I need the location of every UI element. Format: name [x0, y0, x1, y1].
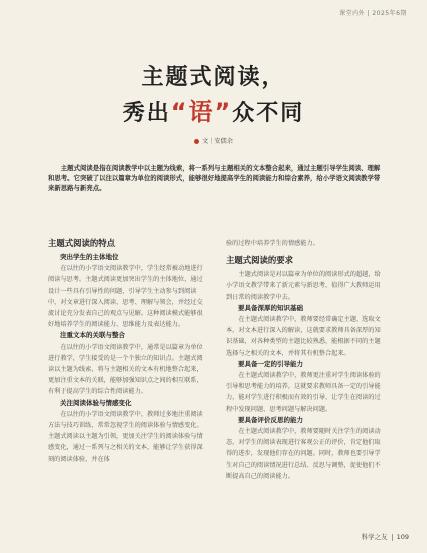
- section-heading: 主题式阅读的特点: [48, 238, 115, 248]
- paragraph: 在主题式阅读教学中，教师更注重对学生阅读体验的引导和思考能力的培养，这就要求教师具备一定的引导能力，能对学生进行积极而有效的引导，让学生在阅读的过程中发现问题、思考问题与解决问题。: [226, 372, 381, 413]
- paragraph: 在以往的小学语文阅读教学中，学生经常被动地进行阅读与思考。主题式阅读更加突出学生的主体地位，通过设计一些具有引导性的问题，引导学生主动参与到阅读中，对文章进行深入阅读、思考、理解与领会，并经过交流讨论充分发表自己的观点与见解。这种阅读模式能够很好地培养学生的阅读能力、思维能力及表达能力。: [48, 265, 203, 329]
- title-pre: 秀出: [122, 101, 171, 126]
- page-number: 109: [396, 533, 409, 541]
- paragraph: 验的过程中培养学生的情感能力。: [226, 240, 319, 247]
- title-quote-close: ”: [214, 98, 233, 126]
- abstract: 主题式阅读是指在阅读教学中以主题为线索，将一系列与主题相关的文本整合起来，通过主题引导学生阅读、理解和思考。它突破了以往以篇章为单位的阅读形式，能够很好地提高学生的阅读能力和综合素养，给小学语文阅读教学带来新思路与新亮点。: [48, 164, 381, 192]
- left-column: [48, 236, 208, 465]
- divider: [392, 534, 393, 541]
- subheading: 要具备一定的引导能力: [238, 359, 303, 368]
- paragraph: 在以往的小学语文阅读教学中，通常是以篇章为单位进行教学，学生接受的是一个个独立的知识点。主题式阅读以主题为线索，将与主题相关的文本有机地整合起来，更加注重文本的关联，能够加强知识点之间的相互联系，有利于提高学生的综合性阅读能力。: [48, 343, 203, 396]
- magazine-name: 科学之友: [361, 533, 388, 541]
- title-line-2: [0, 92, 427, 127]
- section-heading: 主题式阅读的要求: [226, 255, 293, 266]
- issue-tag: 课堂内外 | 2025年6期: [339, 10, 407, 17]
- paragraph: 在以往的小学语文阅读教学中，教师过多地注重阅读方法与技巧训练，常常忽视学生的阅读体验与情感变化。主题式阅读以主题为引领，更加关注学生的阅读体验与情感变化，通过一系列与之相关的文本，能够让学生获得深刻的阅读体验，并在体: [48, 410, 203, 463]
- title-line-1: 主题式阅读，: [141, 65, 286, 90]
- byline: [0, 136, 427, 145]
- paragraph: 主题式阅读是对以篇章为单位的阅读形式的超越，给小学语文教学带来了新元素与新思考，值得广大教师运用到日常的阅读教学中去。: [226, 271, 381, 301]
- right-column: [226, 238, 386, 482]
- subheading: 突出学生的主体地位: [60, 253, 119, 261]
- paragraph: 在主题式阅读教学中，教师要随时关注学生的阅读动态，对学生的阅读表现进行客观公正的评价，肯定他们取得的进步，发现他们存在的问题。同时，教师也要引导学生对自己的阅读情况进行总结、反思与调整，促使他们不断提高自己的阅读能力。: [226, 428, 381, 480]
- title-highlight: 语: [188, 98, 215, 126]
- author: 文｜安儒余: [202, 138, 233, 145]
- title-quote-open: “: [170, 98, 189, 126]
- subheading: 要具备评价反思的能力: [238, 415, 303, 424]
- paragraph: 在主题式阅读教学中，教师要经常确定主题、选取文本，对文本进行深入的解读，这就要求教师具备深厚的知识基础，对各种类型的主题比较熟悉，能根据不同的主题选择与之相关的文本，并将其有机整合起来。: [226, 316, 381, 357]
- subheading: 注重文本的关联与整合: [60, 331, 125, 340]
- page-footer: [362, 532, 409, 541]
- subheading: 关注阅读体验与情感变化: [60, 398, 132, 407]
- title-post: 众不同: [232, 101, 305, 126]
- subheading: 要具备深厚的知识基础: [238, 303, 303, 312]
- bullet-icon: [194, 139, 199, 144]
